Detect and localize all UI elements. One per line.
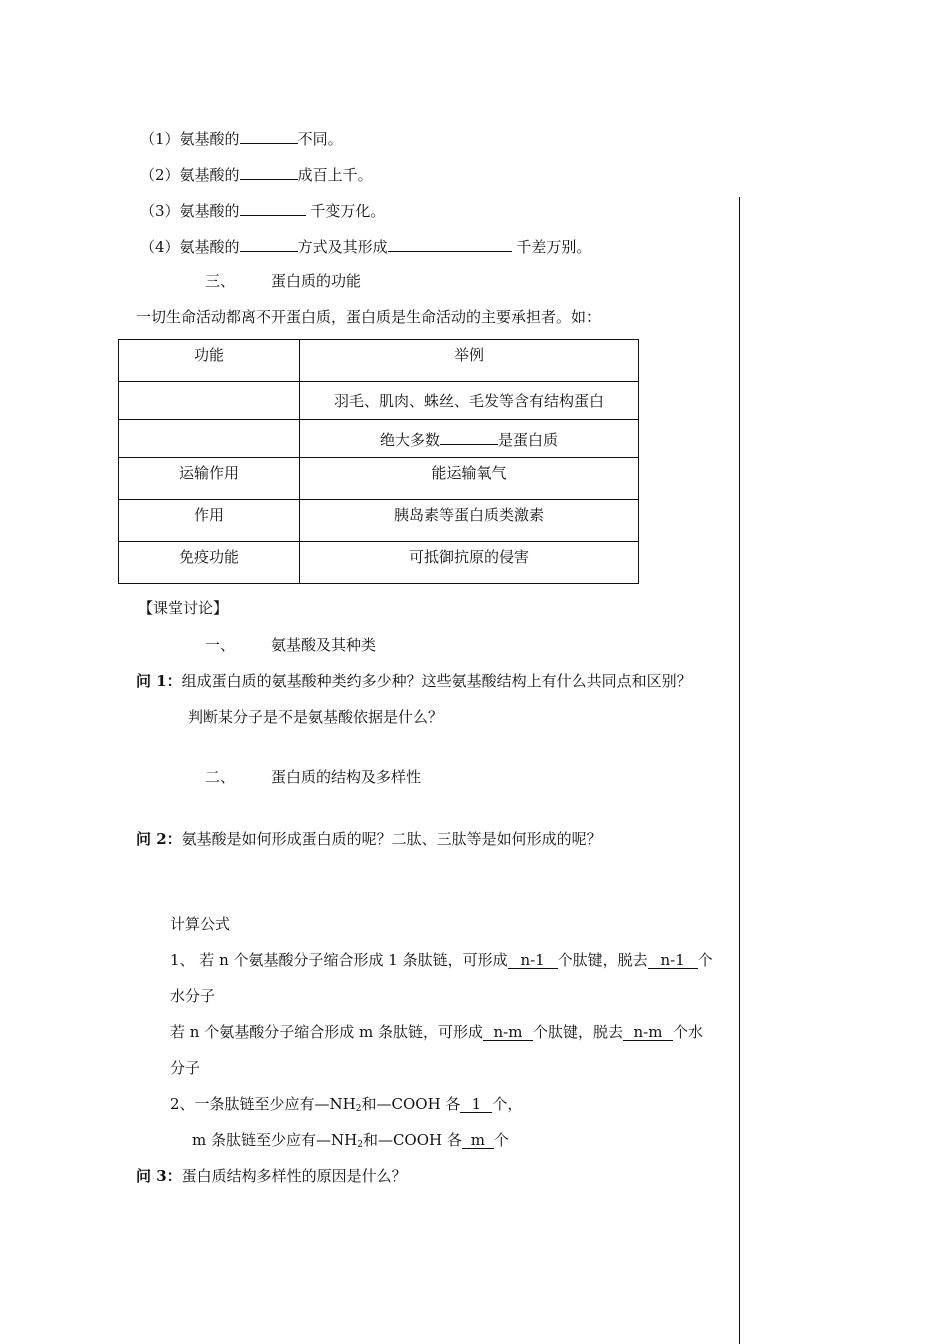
example-cell: 绝大多数 是蛋白质 [300,420,639,458]
formula-2: 2、一条肽链至少应有$—NH_2$和—COOH 各 1 个， [170,1095,523,1114]
example-cell: 胰岛素等蛋白质类激素 [300,500,639,542]
fill-item-4: （4）氨基酸的 方式及其形成 千差万别。 [140,235,591,257]
section-heading: 二、 蛋白质的结构及多样性 [205,768,422,786]
question-1: 问 1：组成蛋白质的氨基酸种类约多少种？这些氨基酸结构上有什么共同点和区别？ [136,672,692,690]
func-cell [119,420,300,458]
func-cell: 运输作用 [119,458,300,500]
answer-fill: m [462,1130,494,1149]
margin-rule [739,197,740,1344]
section-heading: 一、 氨基酸及其种类 [205,636,377,654]
table-row [119,500,639,542]
formula-1: 1、 若 n 个氨基酸分子缩合形成 1 条肽链，可形成 n-1 个肽键，脱去 n-1 个 [170,951,713,969]
table-row [119,542,639,584]
function-table [118,339,639,584]
example-cell: 羽毛、肌肉、蛛丝、毛发等含有结构蛋白 [300,382,639,420]
answer-blank[interactable] [240,235,298,252]
table-row [119,382,639,420]
answer-fill: n-1 [508,950,558,969]
answer-fill: n-1 [648,950,698,969]
question-2: 问 2：氨基酸是如何形成蛋白质的呢？二肽、三肽等是如何形成的呢？ [136,830,602,848]
answer-blank[interactable] [440,428,498,445]
table-row [119,458,639,500]
header-cell: 举例 [300,340,639,382]
discussion-heading: 【课堂讨论】 [138,599,229,617]
example-cell: 能运输氧气 [300,458,639,500]
intro-text: 一切生命活动都离不开蛋白质，蛋白质是生命活动的主要承担者。如： [136,308,602,326]
answer-blank[interactable] [240,163,298,180]
answer-fill: 1 [460,1094,492,1113]
answer-blank[interactable] [388,235,512,252]
answer-fill: n-m [483,1022,533,1041]
question-1-continued: 判断某分子是不是氨基酸依据是什么？ [188,708,444,726]
section-heading: 三、 蛋白质的功能 [205,272,362,290]
answer-fill: n-m [623,1022,673,1041]
fill-item-2: （2）氨基酸的 成百上千。 [140,163,373,185]
func-cell: 免疫功能 [119,542,300,584]
answer-blank[interactable] [240,199,306,216]
fill-item-1: （1）氨基酸的 不同。 [140,127,343,149]
formula-1m-continued: 分子 [170,1059,201,1077]
func-cell: 作用 [119,500,300,542]
table-header-row [119,340,639,382]
formula-1m: 若 n 个氨基酸分子缩合形成 m 条肽链，可形成 n-m 个肽键，脱去 n-m 个水 [170,1023,703,1041]
formula-1-continued: 水分子 [170,987,216,1005]
formula-title: 计算公式 [170,915,231,933]
formula-2m: m 条肽链至少应有$—NH_2$和—COOH 各 m 个 [192,1131,509,1150]
header-cell: 功能 [119,340,300,382]
question-3: 问 3：蛋白质结构多样性的原因是什么？ [136,1167,407,1185]
func-cell [119,382,300,420]
fill-item-3: （3）氨基酸的 千变万化。 [140,199,385,221]
table-row [119,420,639,458]
example-cell: 可抵御抗原的侵害 [300,542,639,584]
answer-blank[interactable] [240,127,298,144]
